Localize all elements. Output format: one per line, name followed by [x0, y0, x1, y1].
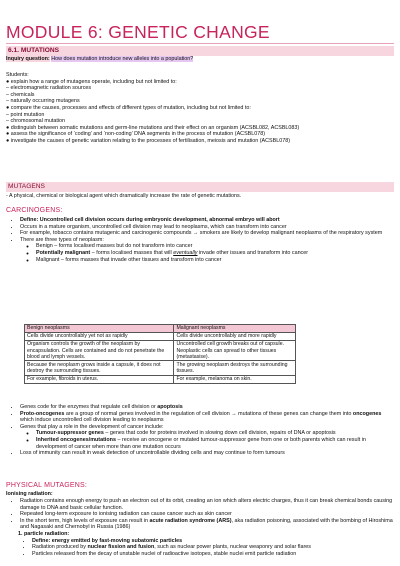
carcinogens-heading: CARCINOGENS:: [6, 207, 63, 214]
table-row: Because the neoplasm grows inside a capsule, it does not destroy the surrounding tissues. The growing neoplasm destroys the surrounding tissues.: [25, 361, 296, 375]
outcome-line: ● assess the significance of ‘coding’ and ‘non-coding’ DNA segments in the process of mutation (ACSBL078): [6, 131, 266, 138]
list-item: • In the short term, high levels of exposure can result in acute radiation syndrome (ARS), aka radiation poisoning, associated with the bombing of Hiroshima and Nagasaki and Chernobyl in Russia (1986): [20, 518, 394, 531]
list-item: • Define: Uncontrolled cell division occurs during embryonic development, abnormal embryo will abort: [20, 217, 394, 224]
outcome-line: ● compare the causes, processes and effects of different types of mutation, including but not limited to:: [6, 104, 251, 111]
outcome-line: – naturally occurring mutagens: [6, 98, 80, 105]
list-item: • For example, tobacco contains mutagenic and carcinogenic compounds → smokers are likely to develop malignant neoplasms of the respiratory system: [20, 230, 394, 237]
list-item: • Proto-oncogenes are a group of normal genes involved in the regulation of cell division → mutations of these genes can change them into oncogenes which induce uncontrolled cell division leading to neoplasms: [20, 411, 394, 424]
neoplasm-table: [24, 324, 296, 384]
outcome-line: ● investigate the causes of genetic variation relating to the processes of fertilisation, meiosis and mutation (ACSBL078): [6, 137, 291, 144]
list-item: • There are three types of neoplasm: ◦ Benign – forms localised masses but do not transform into cancer ◦ Potentially malignant – forms localised masses that will eventually invade other issues and transform into cancer ◦ Malignant – forms masses that invade other tissues and transform into cancer: [20, 237, 394, 263]
list-item: ◦ Inherited oncogenes/mutations – receive an oncogene or mutated tumour-suppressor gene from one or both parents which can result in development of cancer when more than one mutation occurs: [36, 437, 394, 450]
outcome-line: ● explain how a range of mutagens operate, including but not limited to:: [6, 78, 177, 85]
outcome-line: – chemicals: [6, 91, 35, 98]
page-title: MODULE 6: GENETIC CHANGE: [6, 22, 270, 42]
list-item: • Repeated long-term exposure to ionising radiation can cause cancer such as skin cancer: [20, 511, 394, 518]
list-item: • Occurs in a mature organism, uncontrolled cell division may lead to neoplasms, which can transform into cancer: [20, 224, 394, 231]
ionising-list: [6, 498, 394, 557]
outcome-line: – electromagnetic radiation sources: [6, 85, 92, 92]
list-item: ◦ Potentially malignant – forms localised masses that will eventually invade other issues and transform into cancer: [36, 250, 394, 257]
physical-mutagens-heading: PHYSICAL MUTAGENS:: [6, 482, 88, 489]
carcinogens-list: [6, 217, 394, 263]
list-item: • Loss of immunity can result in weak detection of uncontrollable dividing cells and may continue to form tumours: [20, 450, 394, 457]
list-item: • Genes that play a role in the development of cancer include: ◦ Tumour-suppressor genes – genes that code for proteins involved in slowing down cell division, repairs of DNA or apoptosis ◦ Inherited oncogenes/mutations – receive an oncogene or mutated tumour-suppressor gene from one or both parents which can result in development of cancer when more than one mutation occurs: [20, 424, 394, 450]
list-item: • Radiation contains enough energy to push an electron out of its orbit, creating an ion which alters electric charges, thus it can break chemical bonds causing damage to DNA and basic cellular function.: [20, 498, 394, 511]
outcome-line: – point mutation: [6, 111, 45, 118]
list-item: ◦ Benign – forms localised masses but do not transform into cancer: [36, 243, 394, 250]
list-item: • Genes code for the enzymes that regulate cell division or apoptosis: [20, 404, 394, 411]
ionising-heading: Ionising radiation:: [6, 491, 53, 497]
outcome-line: – chromosomal mutation: [6, 118, 66, 125]
genes-list: [6, 404, 394, 457]
mutagens-definition: - A physical, chemical or biological agent which dramatically increase the rate of genetic mutations.: [6, 193, 242, 199]
inquiry-label: Inquiry question:: [6, 56, 50, 62]
table-row: For example, fibroids in uterus. For example, melanoma on skin.: [25, 375, 296, 383]
list-item: ◦ Tumour-suppressor genes – genes that code for proteins involved in slowing down cell division, repairs of DNA or apoptosis: [36, 430, 394, 437]
list-item: • Radiation produced by nuclear fission and fusion, such as nuclear power plants, nuclear weaponry and solar flares: [32, 544, 394, 551]
section-heading: 6.1. MUTATIONS: [6, 46, 394, 56]
list-item: • Define: energy emitted by fast-moving subatomic particles: [32, 538, 394, 545]
list-item: ◦ Malignant – forms masses that invade other tissues and transform into cancer: [36, 257, 394, 264]
table-row: Cells divide uncontrollably yet not as rapidly Cells divide uncontrollably and more rapidly: [25, 332, 296, 340]
numbered-item: 1. particle radiation:: [18, 530, 70, 537]
table-row: Organism controls the growth of the neoplasm by encapsulation. Cells are contained and do not penetrate the blood and lymph vessels. Uncontrolled cell growth breaks out of capsule. Neoplastic cells can spread to other tissues (metastasise).: [25, 340, 296, 360]
title-divider: [6, 43, 394, 44]
outcome-line: ● distinguish between somatic mutations and germ-line mutations and their effect on an organism (ACSBL082, ACSBL083): [6, 124, 300, 131]
inquiry-text: How does mutation introduce new alleles into a population?: [51, 56, 194, 62]
students-heading: Students:: [6, 72, 29, 78]
table-header-row: [25, 325, 296, 333]
mutagens-heading: MUTAGENS: [6, 182, 394, 192]
table-header: Malignant neoplasms: [174, 325, 296, 333]
table-header: Benign neoplasms: [25, 325, 174, 333]
list-item: • Particles released from the decay of unstable nuclei of radioactive isotopes, stable nuclei emit particle radiation: [32, 551, 394, 558]
inquiry-question: [6, 56, 193, 63]
students-outcomes: [6, 72, 394, 145]
